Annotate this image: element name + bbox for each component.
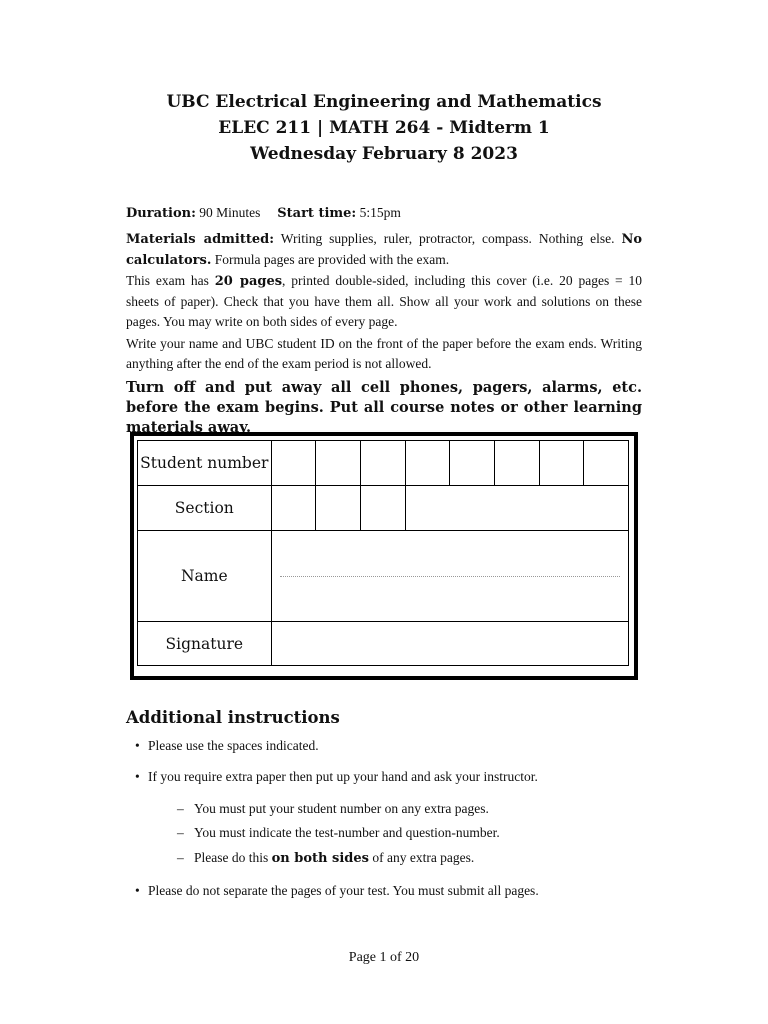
- pages-paragraph: [126, 271, 642, 332]
- pages-count: 20 pages: [214, 274, 283, 289]
- student-number-box[interactable]: [539, 441, 584, 486]
- section-box[interactable]: [360, 486, 405, 531]
- name-row: [138, 531, 629, 622]
- page-number: Page 1 of 20: [348, 950, 420, 965]
- signature-field[interactable]: [271, 622, 628, 666]
- materials-paragraph: [126, 229, 642, 271]
- no-calculators: No calculators.: [126, 232, 642, 268]
- section-label: Section: [138, 486, 272, 531]
- materials-label: Materials admitted:: [126, 232, 275, 247]
- student-number-box[interactable]: [316, 441, 361, 486]
- student-number-box[interactable]: [584, 441, 629, 486]
- instruction-bullet: • Please do not separate the pages of your test. You must submit all pages.: [148, 883, 539, 899]
- exam-date: Wednesday February 8 2023: [250, 144, 518, 164]
- sub3-post: of any extra pages.: [372, 850, 475, 865]
- write-name-paragraph: Write your name and UBC student ID on the front of the paper before the exam ends. Writing anything after the end of the exam period is not allowed.: [126, 336, 642, 371]
- formula-text: Formula pages are provided with the exam.: [214, 252, 450, 267]
- start-time-value: 5:15pm: [359, 205, 401, 220]
- instruction-bullet: • Please use the spaces indicated.: [148, 738, 319, 754]
- section-box[interactable]: [271, 486, 316, 531]
- student-number-box[interactable]: [494, 441, 539, 486]
- section-row: [138, 486, 629, 531]
- instruction-sub-item: – You must indicate the test-number and question-number.: [194, 825, 500, 841]
- duration-label: Duration:: [126, 206, 196, 221]
- name-label: Name: [138, 531, 272, 622]
- instruction-sub-item: – You must put your student number on any extra pages.: [194, 801, 489, 817]
- section-box[interactable]: [316, 486, 361, 531]
- start-time-label: Start time:: [277, 206, 357, 221]
- pages-post: , printed double-sided, including this cover (i.e. 20 pages = 10 sheets of paper). Check that you have them all. Show all your work and solutions on these pages. You may write on both sides of every page.: [126, 273, 643, 329]
- duration-value: 90 Minutes: [199, 205, 261, 220]
- duration-line: [126, 203, 642, 224]
- pages-pre: This exam has: [126, 273, 209, 288]
- student-number-box[interactable]: [405, 441, 450, 486]
- instruction-sub-item: [194, 850, 474, 866]
- course-title: ELEC 211 | MATH 264 - Midterm 1: [218, 118, 550, 138]
- name-dotted-line: [280, 575, 620, 577]
- student-number-label: Student number: [138, 441, 272, 486]
- signature-label: Signature: [138, 622, 272, 666]
- turn-off-paragraph: Turn off and put away all cell phones, pagers, alarms, etc. before the exam begins. Put all course notes or other learning materials away.: [126, 379, 642, 436]
- section-blank: [405, 486, 628, 531]
- student-number-row: [138, 441, 629, 486]
- student-number-box[interactable]: [450, 441, 495, 486]
- additional-instructions-heading: Additional instructions: [126, 708, 340, 727]
- name-field[interactable]: [271, 531, 628, 622]
- student-number-box[interactable]: [360, 441, 405, 486]
- sub3-bold: on both sides: [271, 851, 369, 866]
- signature-row: [138, 622, 629, 666]
- instruction-bullet: • If you require extra paper then put up your hand and ask your instructor.: [148, 769, 538, 785]
- materials-text: Writing supplies, ruler, protractor, compass. Nothing else.: [280, 231, 615, 246]
- sub3-pre: Please do this: [194, 850, 269, 865]
- institution-title: UBC Electrical Engineering and Mathematics: [166, 92, 602, 112]
- student-id-table: [137, 440, 629, 666]
- student-number-box[interactable]: [271, 441, 316, 486]
